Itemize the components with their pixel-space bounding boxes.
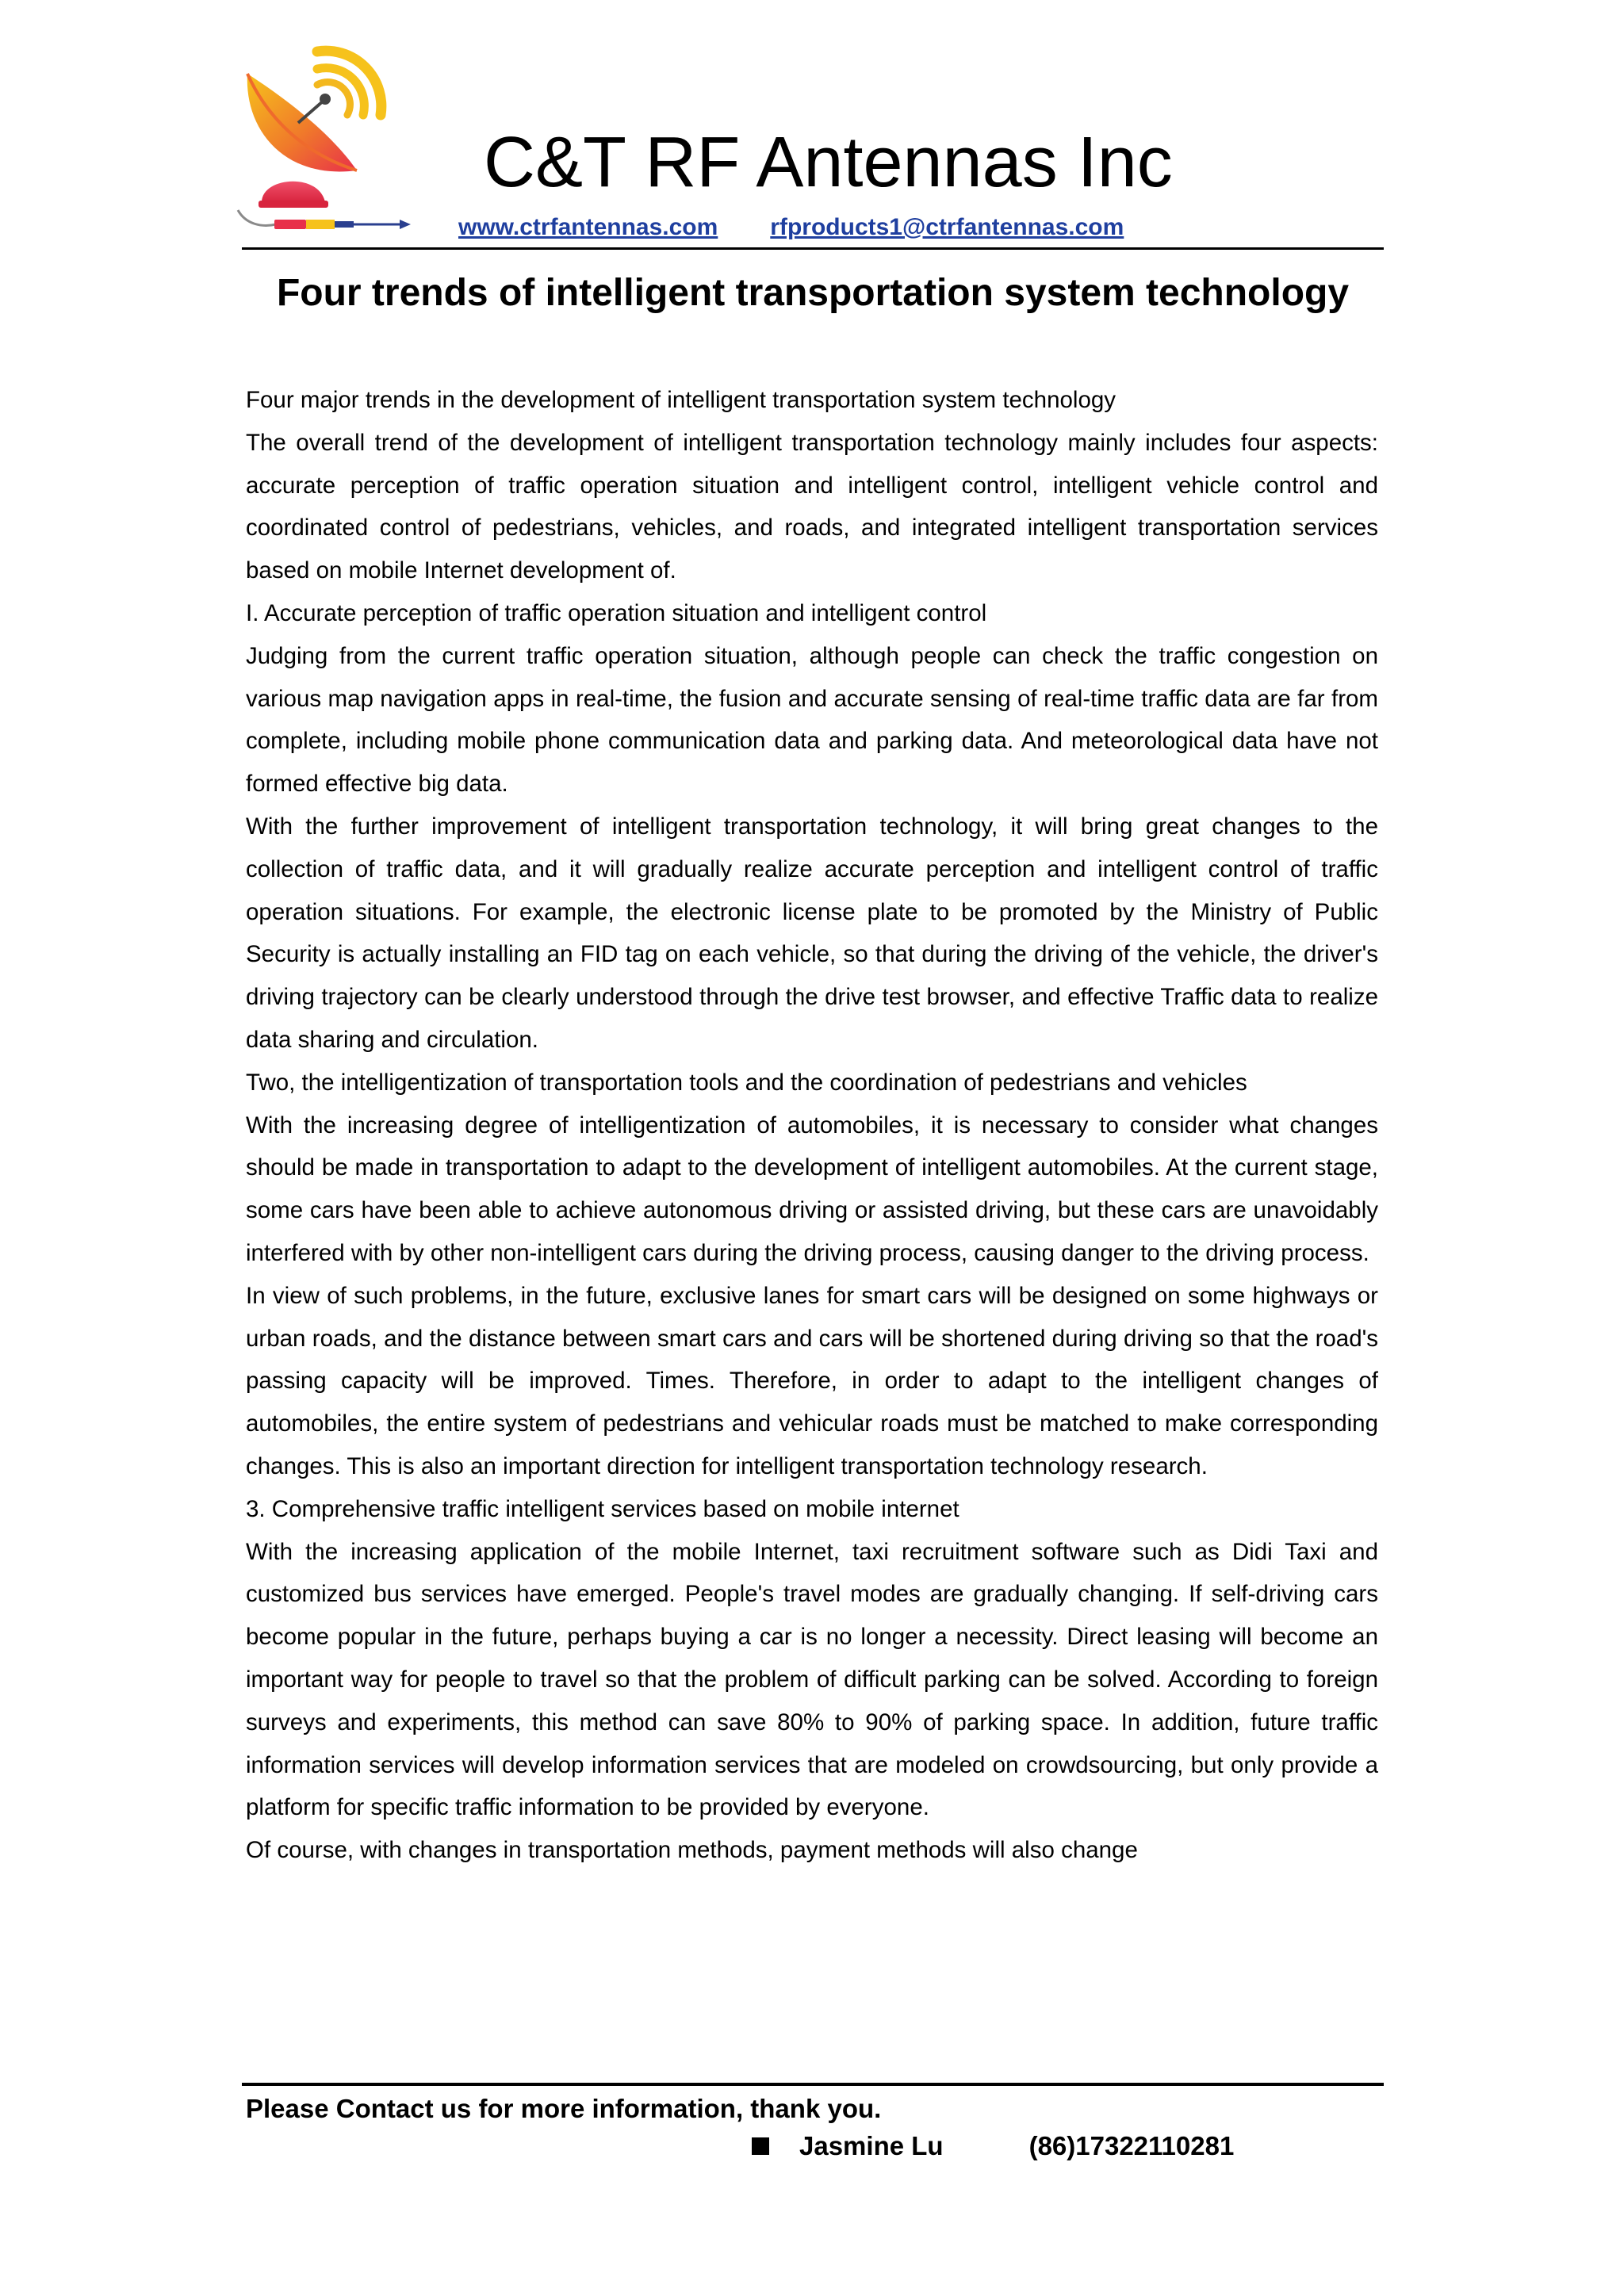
footer-divider: [242, 2083, 1384, 2086]
email-link[interactable]: rfproducts1@ctrfantennas.com: [770, 214, 1124, 240]
paragraph: Four major trends in the development of intelligent transportation system technology: [246, 387, 1116, 413]
article-body: [246, 379, 1378, 1872]
company-logo: [230, 44, 420, 242]
paragraph: With the further improvement of intelligent transportation technology, it will bring great changes to the collection of traffic data, and it will gradually realize accurate perception and intelligent control of traffic operation situations. For example, the electronic license plate to be promoted by the Ministry of Public Security is actually installing an FID tag on each vehicle, so that during the driving of the vehicle, the driver's driving trajectory can be clearly understood through the drive test browser, and effective Traffic data to realize data sharing and circulation.: [246, 813, 1378, 1053]
section-heading: 3. Comprehensive traffic intelligent services based on mobile internet: [246, 1495, 959, 1522]
paragraph: In view of such problems, in the future, exclusive lanes for smart cars will be designed on some highways or urban roads, and the distance between smart cars and cars will be shortened during driving so that the road's passing capacity will be improved. Times. Therefore, in order to adapt to the intelligent changes of automobiles, the entire system of pedestrians and vehicular roads must be matched to make corresponding changes. This is also an important direction for intelligent transportation technology research.: [246, 1282, 1378, 1479]
paragraph: Judging from the current traffic operation situation, although people can check the traffic congestion on various map navigation apps in real-time, the fusion and accurate sensing of real-time traffic data are far from complete, including mobile phone communication data and parking data. And meteorological data have not formed effective big data.: [246, 642, 1378, 798]
document-title: Four trends of intelligent transportation system technology: [276, 272, 1350, 314]
paragraph: With the increasing degree of intelligentization of automobiles, it is necessary to consider what changes should be made in transportation to adapt to the development of intelligent automobiles. At the current stage, some cars have been able to achieve autonomous driving or assisted driving, but these cars are unavoidably interfered with by other non-intelligent cars during the driving process, causing danger to the driving process.: [246, 1112, 1378, 1266]
website-link[interactable]: www.ctrfantennas.com: [458, 214, 718, 240]
paragraph: With the increasing application of the mobile Internet, taxi recruitment software such as Didi Taxi and customized bus services have emerged. People's travel modes are gradually changing. If self-driving cars become popular in the future, perhaps buying a car is no longer a necessity. Direct leasing will become an important way for people to travel so that the problem of difficult parking can be solved. According to foreign surveys and experiments, this method can save 80% to 90% of parking space. In addition, future traffic information services will develop information services that are modeled on crowdsourcing, but only provide a platform for specific traffic information to be provided by everyone.: [246, 1538, 1378, 1821]
bullet-square-icon: [752, 2137, 769, 2155]
company-name: C&T RF Antennas Inc: [484, 123, 1173, 202]
contact-name: Jasmine Lu: [799, 2131, 944, 2160]
header-divider: [242, 247, 1384, 250]
section-heading: Two, the intelligentization of transportation tools and the coordination of pedestrians and vehicles: [246, 1069, 1247, 1096]
section-heading: I. Accurate perception of traffic operation situation and intelligent control: [246, 599, 987, 626]
footer-contact: [752, 2127, 1234, 2165]
contact-phone: (86)17322110281: [1028, 2131, 1235, 2160]
footer-message: Please Contact us for more information, thank you.: [246, 2094, 882, 2123]
satellite-dish-icon: [230, 44, 420, 242]
paragraph: The overall trend of the development of intelligent transportation technology mainly includes four aspects: accurate perception of traffic operation situation and intelligent control, intelligent vehicle control and coordinated control of pedestrians, vehicles, and roads, and integrated intelligent transportation services based on mobile Internet development of.: [246, 429, 1378, 584]
paragraph: Of course, with changes in transportation methods, payment methods will also change: [246, 1837, 1138, 1864]
header-contact-links: [458, 212, 1124, 243]
